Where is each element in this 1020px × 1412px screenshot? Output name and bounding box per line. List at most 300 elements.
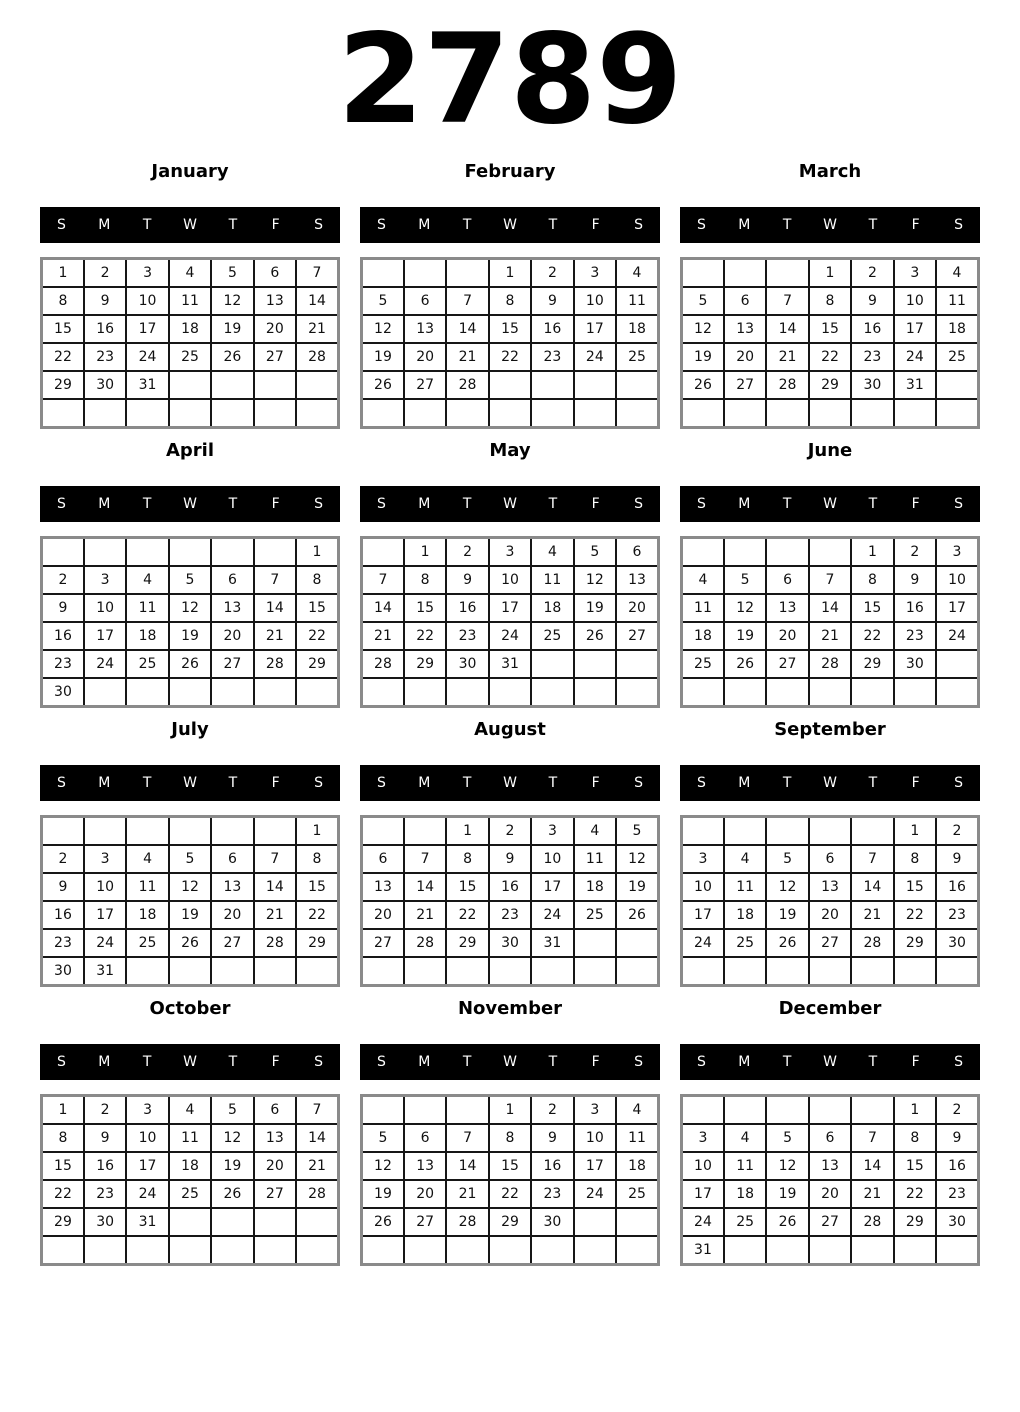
week-row xyxy=(42,399,339,428)
empty-day-cell xyxy=(574,371,616,399)
day-cell: 6 xyxy=(404,287,446,315)
empty-day-cell xyxy=(724,957,766,986)
day-cell: 12 xyxy=(362,1152,404,1180)
empty-day-cell xyxy=(489,678,531,707)
day-cell: 22 xyxy=(446,901,488,929)
empty-day-cell xyxy=(446,957,488,986)
weekday-label: T xyxy=(228,217,238,233)
day-cell: 22 xyxy=(894,901,936,929)
day-cell: 2 xyxy=(531,259,573,288)
day-cell: 3 xyxy=(126,1096,168,1125)
day-cell: 18 xyxy=(126,622,168,650)
empty-day-cell xyxy=(531,371,573,399)
day-cell: 2 xyxy=(42,566,84,594)
day-cell: 23 xyxy=(84,1180,126,1208)
week-row xyxy=(362,371,659,399)
day-cell: 3 xyxy=(936,538,978,567)
empty-day-cell xyxy=(531,399,573,428)
weekday-label: T xyxy=(142,496,152,512)
empty-day-cell xyxy=(254,371,296,399)
day-cell: 17 xyxy=(84,901,126,929)
day-cell: 3 xyxy=(84,845,126,873)
day-cell: 19 xyxy=(169,622,211,650)
month-table xyxy=(680,815,980,987)
day-cell: 14 xyxy=(446,1152,488,1180)
weekday-label: M xyxy=(418,496,431,512)
day-cell: 10 xyxy=(574,287,616,315)
day-cell: 28 xyxy=(446,1208,488,1236)
empty-day-cell xyxy=(766,957,808,986)
empty-day-cell xyxy=(126,1236,168,1265)
month-june xyxy=(680,439,980,708)
day-cell: 7 xyxy=(404,845,446,873)
weekday-label: M xyxy=(98,775,111,791)
day-cell: 19 xyxy=(766,901,808,929)
empty-day-cell xyxy=(574,929,616,957)
day-cell: 31 xyxy=(894,371,936,399)
weekday-label: T xyxy=(142,217,152,233)
day-cell: 30 xyxy=(446,650,488,678)
day-cell: 28 xyxy=(254,929,296,957)
day-cell: 22 xyxy=(809,343,851,371)
weekday-label: T xyxy=(548,496,558,512)
day-cell: 20 xyxy=(362,901,404,929)
day-cell: 19 xyxy=(362,343,404,371)
week-row xyxy=(42,622,339,650)
month-april xyxy=(40,439,340,708)
day-cell: 21 xyxy=(296,1152,338,1180)
week-row xyxy=(682,929,979,957)
day-cell: 6 xyxy=(809,845,851,873)
day-cell: 28 xyxy=(404,929,446,957)
day-cell: 25 xyxy=(616,343,658,371)
weekday-label: T xyxy=(868,496,878,512)
months-grid xyxy=(0,160,1020,1266)
weekday-label: M xyxy=(738,496,751,512)
day-cell: 16 xyxy=(42,622,84,650)
day-cell: 8 xyxy=(296,845,338,873)
day-cell: 22 xyxy=(489,343,531,371)
week-row xyxy=(682,1096,979,1125)
day-cell: 9 xyxy=(84,1124,126,1152)
day-cell: 10 xyxy=(531,845,573,873)
day-cell: 17 xyxy=(682,901,724,929)
day-cell: 17 xyxy=(574,315,616,343)
empty-day-cell xyxy=(254,957,296,986)
month-march xyxy=(680,160,980,429)
month-table xyxy=(680,536,980,708)
empty-day-cell xyxy=(851,957,893,986)
day-cell: 25 xyxy=(169,343,211,371)
empty-day-cell xyxy=(724,678,766,707)
month-november xyxy=(360,997,660,1266)
day-cell: 5 xyxy=(724,566,766,594)
empty-day-cell xyxy=(362,399,404,428)
day-cell: 11 xyxy=(936,287,978,315)
day-cell: 23 xyxy=(936,1180,978,1208)
day-cell: 18 xyxy=(682,622,724,650)
empty-day-cell xyxy=(851,678,893,707)
weekday-label: T xyxy=(868,1054,878,1070)
day-cell: 13 xyxy=(362,873,404,901)
weekday-label: F xyxy=(591,775,600,791)
empty-day-cell xyxy=(404,259,446,288)
day-cell: 23 xyxy=(936,901,978,929)
weekday-label: S xyxy=(696,217,706,233)
week-row xyxy=(42,845,339,873)
month-title: August xyxy=(474,719,546,740)
day-cell: 4 xyxy=(126,566,168,594)
day-cell: 23 xyxy=(531,1180,573,1208)
weekday-label: T xyxy=(782,775,792,791)
day-cell: 15 xyxy=(446,873,488,901)
weekday-label: F xyxy=(271,1054,280,1070)
day-cell: 2 xyxy=(936,817,978,846)
day-cell: 2 xyxy=(42,845,84,873)
day-cell: 21 xyxy=(254,901,296,929)
day-cell: 7 xyxy=(254,845,296,873)
day-cell: 28 xyxy=(851,1208,893,1236)
weekday-label: T xyxy=(228,1054,238,1070)
day-cell: 10 xyxy=(936,566,978,594)
empty-day-cell xyxy=(126,678,168,707)
day-cell: 4 xyxy=(126,845,168,873)
day-cell: 14 xyxy=(254,594,296,622)
week-row xyxy=(362,594,659,622)
day-cell: 24 xyxy=(126,343,168,371)
empty-day-cell xyxy=(682,957,724,986)
day-cell: 31 xyxy=(531,929,573,957)
empty-day-cell xyxy=(126,957,168,986)
day-cell: 27 xyxy=(211,929,253,957)
day-cell: 21 xyxy=(404,901,446,929)
week-row xyxy=(682,399,979,428)
day-cell: 2 xyxy=(84,1096,126,1125)
empty-day-cell xyxy=(169,371,211,399)
day-cell: 1 xyxy=(894,817,936,846)
day-cell: 17 xyxy=(489,594,531,622)
weekday-label: S xyxy=(314,217,324,233)
week-row xyxy=(362,957,659,986)
day-cell: 5 xyxy=(766,845,808,873)
day-cell: 26 xyxy=(766,1208,808,1236)
weekday-label: M xyxy=(418,217,431,233)
day-cell: 26 xyxy=(724,650,766,678)
week-row xyxy=(682,259,979,288)
day-cell: 21 xyxy=(296,315,338,343)
day-cell: 6 xyxy=(362,845,404,873)
day-cell: 16 xyxy=(851,315,893,343)
weekday-label: S xyxy=(634,1054,644,1070)
day-cell: 20 xyxy=(404,343,446,371)
weekday-label: S xyxy=(56,217,66,233)
day-cell: 7 xyxy=(766,287,808,315)
day-cell: 22 xyxy=(894,1180,936,1208)
empty-day-cell xyxy=(211,817,253,846)
month-table xyxy=(40,1094,340,1266)
day-cell: 4 xyxy=(724,845,766,873)
month-table xyxy=(680,1094,980,1266)
week-row xyxy=(682,817,979,846)
weekday-label: S xyxy=(954,217,964,233)
day-cell: 10 xyxy=(682,873,724,901)
day-cell: 23 xyxy=(851,343,893,371)
day-cell: 7 xyxy=(254,566,296,594)
weekday-label: M xyxy=(98,496,111,512)
weekday-label: S xyxy=(314,496,324,512)
day-cell: 25 xyxy=(169,1180,211,1208)
empty-day-cell xyxy=(211,399,253,428)
day-cell: 10 xyxy=(682,1152,724,1180)
day-cell: 20 xyxy=(809,901,851,929)
empty-day-cell xyxy=(362,538,404,567)
empty-day-cell xyxy=(169,1236,211,1265)
empty-day-cell xyxy=(296,1208,338,1236)
day-cell: 30 xyxy=(84,1208,126,1236)
week-row xyxy=(682,957,979,986)
day-cell: 16 xyxy=(531,315,573,343)
day-cell: 5 xyxy=(574,538,616,567)
day-cell: 24 xyxy=(84,650,126,678)
day-cell: 31 xyxy=(489,650,531,678)
week-row xyxy=(42,371,339,399)
month-may xyxy=(360,439,660,708)
empty-day-cell xyxy=(84,678,126,707)
day-cell: 13 xyxy=(404,1152,446,1180)
day-cell: 4 xyxy=(682,566,724,594)
day-cell: 1 xyxy=(42,1096,84,1125)
weekday-label: T xyxy=(228,496,238,512)
day-cell: 22 xyxy=(489,1180,531,1208)
empty-day-cell xyxy=(254,399,296,428)
day-cell: 1 xyxy=(446,817,488,846)
empty-day-cell xyxy=(682,1096,724,1125)
empty-day-cell xyxy=(936,1236,978,1265)
day-cell: 27 xyxy=(404,1208,446,1236)
week-row xyxy=(682,287,979,315)
day-cell: 10 xyxy=(126,1124,168,1152)
week-row xyxy=(682,873,979,901)
day-cell: 18 xyxy=(531,594,573,622)
day-cell: 24 xyxy=(574,343,616,371)
day-cell: 26 xyxy=(362,1208,404,1236)
weekday-label: W xyxy=(823,496,837,512)
day-cell: 26 xyxy=(169,650,211,678)
day-cell: 20 xyxy=(254,1152,296,1180)
week-row xyxy=(42,538,339,567)
weekday-label: M xyxy=(98,1054,111,1070)
day-cell: 21 xyxy=(446,1180,488,1208)
day-cell: 8 xyxy=(809,287,851,315)
day-cell: 29 xyxy=(809,371,851,399)
month-table xyxy=(40,536,340,708)
day-cell: 25 xyxy=(574,901,616,929)
day-cell: 15 xyxy=(296,873,338,901)
month-title: January xyxy=(151,161,229,182)
day-cell: 19 xyxy=(724,622,766,650)
weekday-header-bar xyxy=(360,765,660,801)
week-row xyxy=(42,678,339,707)
day-cell: 1 xyxy=(42,259,84,288)
weekday-label: M xyxy=(738,217,751,233)
week-row xyxy=(42,315,339,343)
day-cell: 5 xyxy=(211,1096,253,1125)
empty-day-cell xyxy=(211,1236,253,1265)
day-cell: 6 xyxy=(809,1124,851,1152)
day-cell: 8 xyxy=(489,1124,531,1152)
month-title: November xyxy=(457,998,563,1019)
day-cell: 15 xyxy=(404,594,446,622)
empty-day-cell xyxy=(362,957,404,986)
day-cell: 17 xyxy=(574,1152,616,1180)
day-cell: 16 xyxy=(894,594,936,622)
day-cell: 6 xyxy=(254,259,296,288)
weekday-label: T xyxy=(462,775,472,791)
day-cell: 13 xyxy=(809,1152,851,1180)
empty-day-cell xyxy=(724,1096,766,1125)
day-cell: 31 xyxy=(126,1208,168,1236)
week-row xyxy=(362,1096,659,1125)
day-cell: 8 xyxy=(42,287,84,315)
month-table xyxy=(360,1094,660,1266)
empty-day-cell xyxy=(616,1208,658,1236)
empty-day-cell xyxy=(809,538,851,567)
week-row xyxy=(362,1180,659,1208)
weekday-label: S xyxy=(314,775,324,791)
empty-day-cell xyxy=(489,1236,531,1265)
day-cell: 9 xyxy=(446,566,488,594)
empty-day-cell xyxy=(894,678,936,707)
week-row xyxy=(362,566,659,594)
day-cell: 18 xyxy=(724,1180,766,1208)
day-cell: 11 xyxy=(126,594,168,622)
day-cell: 5 xyxy=(682,287,724,315)
day-cell: 18 xyxy=(936,315,978,343)
day-cell: 27 xyxy=(254,343,296,371)
day-cell: 5 xyxy=(169,845,211,873)
day-cell: 16 xyxy=(446,594,488,622)
day-cell: 14 xyxy=(254,873,296,901)
empty-day-cell xyxy=(682,259,724,288)
week-row xyxy=(682,371,979,399)
empty-day-cell xyxy=(211,538,253,567)
day-cell: 30 xyxy=(42,957,84,986)
day-cell: 24 xyxy=(574,1180,616,1208)
day-cell: 26 xyxy=(682,371,724,399)
weekday-label: S xyxy=(634,496,644,512)
empty-day-cell xyxy=(766,538,808,567)
week-row xyxy=(682,901,979,929)
day-cell: 27 xyxy=(809,929,851,957)
weekday-header-bar xyxy=(360,486,660,522)
day-cell: 23 xyxy=(894,622,936,650)
empty-day-cell xyxy=(446,678,488,707)
day-cell: 6 xyxy=(404,1124,446,1152)
empty-day-cell xyxy=(404,399,446,428)
weekday-label: W xyxy=(823,1054,837,1070)
day-cell: 29 xyxy=(851,650,893,678)
empty-day-cell xyxy=(616,678,658,707)
empty-day-cell xyxy=(616,957,658,986)
weekday-label: S xyxy=(634,217,644,233)
month-title: October xyxy=(149,998,231,1019)
weekday-label: F xyxy=(911,496,920,512)
day-cell: 17 xyxy=(936,594,978,622)
weekday-label: S xyxy=(696,775,706,791)
empty-day-cell xyxy=(682,538,724,567)
day-cell: 24 xyxy=(936,622,978,650)
day-cell: 29 xyxy=(894,929,936,957)
empty-day-cell xyxy=(211,678,253,707)
day-cell: 8 xyxy=(894,845,936,873)
day-cell: 18 xyxy=(126,901,168,929)
weekday-label: S xyxy=(376,775,386,791)
month-table xyxy=(360,257,660,429)
weekday-label: W xyxy=(823,775,837,791)
day-cell: 27 xyxy=(404,371,446,399)
week-row xyxy=(682,1180,979,1208)
empty-day-cell xyxy=(362,259,404,288)
day-cell: 20 xyxy=(211,901,253,929)
day-cell: 27 xyxy=(724,371,766,399)
month-september xyxy=(680,718,980,987)
day-cell: 11 xyxy=(616,287,658,315)
day-cell: 10 xyxy=(574,1124,616,1152)
week-row xyxy=(362,287,659,315)
weekday-label: W xyxy=(823,217,837,233)
weekday-header-bar xyxy=(360,1044,660,1080)
day-cell: 6 xyxy=(724,287,766,315)
day-cell: 19 xyxy=(169,901,211,929)
empty-day-cell xyxy=(169,399,211,428)
weekday-label: T xyxy=(142,775,152,791)
day-cell: 14 xyxy=(362,594,404,622)
weekday-label: S xyxy=(696,1054,706,1070)
day-cell: 11 xyxy=(682,594,724,622)
empty-day-cell xyxy=(851,1096,893,1125)
day-cell: 25 xyxy=(682,650,724,678)
day-cell: 16 xyxy=(936,873,978,901)
day-cell: 24 xyxy=(126,1180,168,1208)
week-row xyxy=(42,650,339,678)
empty-day-cell xyxy=(446,259,488,288)
day-cell: 12 xyxy=(724,594,766,622)
empty-day-cell xyxy=(126,399,168,428)
weekday-header-bar xyxy=(40,486,340,522)
day-cell: 1 xyxy=(894,1096,936,1125)
day-cell: 8 xyxy=(489,287,531,315)
day-cell: 20 xyxy=(766,622,808,650)
day-cell: 21 xyxy=(851,1180,893,1208)
day-cell: 3 xyxy=(682,845,724,873)
day-cell: 23 xyxy=(489,901,531,929)
day-cell: 21 xyxy=(766,343,808,371)
day-cell: 17 xyxy=(531,873,573,901)
day-cell: 13 xyxy=(404,315,446,343)
month-table xyxy=(40,815,340,987)
weekday-label: M xyxy=(98,217,111,233)
day-cell: 25 xyxy=(724,1208,766,1236)
empty-day-cell xyxy=(211,957,253,986)
week-row xyxy=(42,594,339,622)
month-august xyxy=(360,718,660,987)
day-cell: 3 xyxy=(682,1124,724,1152)
empty-day-cell xyxy=(724,817,766,846)
day-cell: 9 xyxy=(42,594,84,622)
day-cell: 14 xyxy=(404,873,446,901)
empty-day-cell xyxy=(809,1096,851,1125)
month-december xyxy=(680,997,980,1266)
